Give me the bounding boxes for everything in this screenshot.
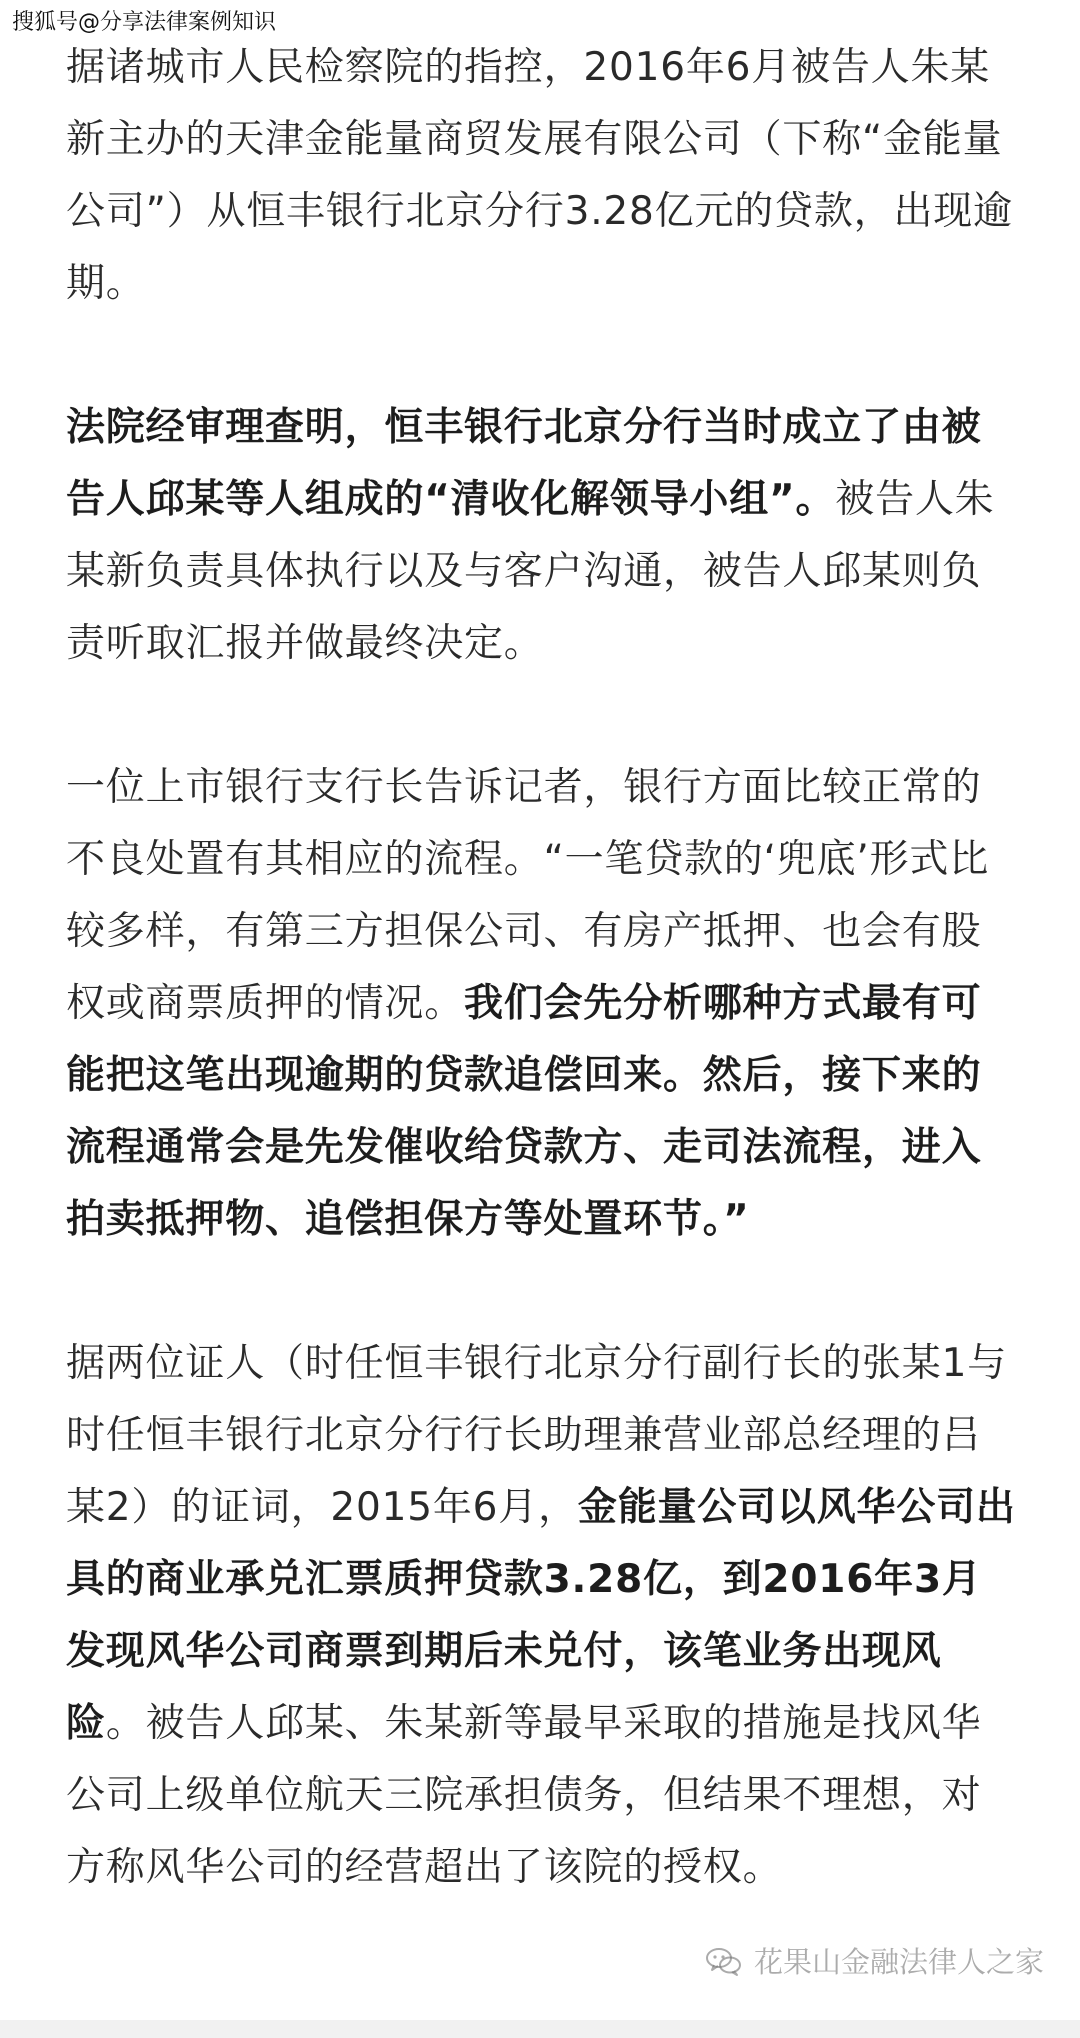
paragraph-4-text-3: 。被告人邱某、朱某新等最早采取的措施是找风华公司上级单位航天三院承担债务，但结果不理想，对方称风华公司的经营超出了该院的授权。 [66, 1701, 982, 1890]
paragraph-1-text-1: 据诸城市人民检察院的指控，2016年6月被告人朱某新主办的天津金能量商贸发展有限公司（下称“金能量公司”）从恒丰银行北京分行3.28亿元的贷款，出现逾期。 [66, 45, 1013, 306]
article-body [66, 32, 1016, 1904]
bottom-strip [0, 2020, 1080, 2038]
paragraph-4-bold-text: 金能量公司以风华公司出具的商业承兑汇票质押贷款3.28亿，到2016年3月发现风华公司商票到期后未兑付，该笔业务出现风险 [66, 1485, 1016, 1746]
paragraph-4 [66, 1328, 1016, 1904]
paragraph-2-bold-text: 法院经审理查明，恒丰银行北京分行当时成立了由被告人邱某等人组成的“清收化解领导小组”。 [66, 405, 982, 522]
paragraph-3 [66, 752, 1016, 1256]
source-label: 搜狐号@分享法律案例知识 [12, 10, 277, 35]
wechat-icon [704, 1945, 744, 1979]
paragraph-2 [66, 392, 1016, 680]
watermark-text: 花果山金融法律人之家 [753, 1945, 1044, 1979]
paragraph-4-text-1: 据两位证人（时任恒丰银行北京分行副行长的张某1与时任恒丰银行北京分行行长助理兼营业部总经理的吕某2）的证词，2015年6月， [66, 1341, 1008, 1530]
paragraph-2-text-2: 被告人朱某新负责具体执行以及与客户沟通，被告人邱某则负责听取汇报并做最终决定。 [66, 477, 995, 666]
paragraph-3-bold-text: 我们会先分析哪种方式最有可能把这笔出现逾期的贷款追偿回来。然后，接下来的流程通常会是先发催收给贷款方、走司法流程，进入拍卖抵押物、追偿担保方等处置环节。” [66, 981, 982, 1242]
watermark [704, 1944, 1044, 1980]
paragraph-3-text-1: 一位上市银行支行长告诉记者，银行方面比较正常的不良处置有其相应的流程。“一笔贷款的‘兜底’形式比较多样，有第三方担保公司、有房产抵押、也会有股权或商票质押的情况。 [66, 765, 989, 1026]
paragraph-1 [66, 32, 1016, 320]
